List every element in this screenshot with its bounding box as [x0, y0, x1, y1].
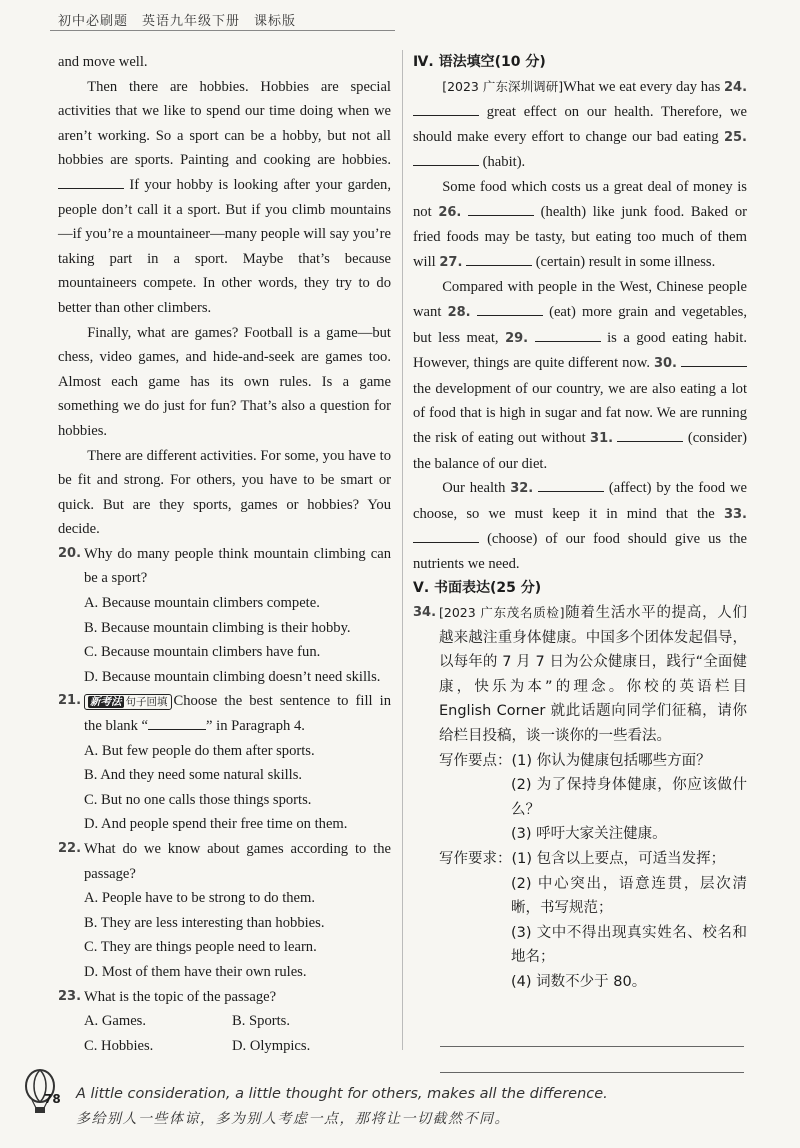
paragraph-hobbies: Then there are hobbies. Hobbies are special activities that we like to spend our time doing when we aren’t working. So a sport can be a hobby, but not all hobbies are sports. Painting and cooking are hobbies. If your hobby is looking after your garden, people don’t call it a sport. But if you climb mountains—if you’re a mountaineer—many people will say you’re taking part in a sport. Maybe that’s because mountaineers compete. In other words, they try to do better than other climbers. — [58, 78, 391, 316]
footer-quote-chinese: 多给别人一些体谅，多为别人考虑一点，那将让一切截然不同。 — [76, 1111, 510, 1127]
options-23-row2 — [58, 1034, 391, 1059]
question-22: 22. What do we know about games according to the passage? — [58, 841, 391, 882]
section-writing-title: Ⅴ. 书面表达(25 分) — [413, 580, 542, 597]
running-header: 初中必刷题 英语九年级下册 课标版 — [58, 14, 297, 29]
source-label-34: [2023 广东茂名质检] — [439, 605, 565, 621]
blank-26[interactable] — [468, 201, 534, 216]
balloon-icon — [18, 1068, 64, 1114]
option-21c: C. But no one calls those things sports. — [84, 791, 312, 808]
writing-points: 写作要点：(1) 你认为健康包括哪些方面？ (2) 为了保持身体健康，你应该做什么？ (3) 呼吁大家关注健康。 — [439, 752, 747, 843]
question-21: 21. 新考法 句子回填 Choose the best sentence to fill in the blank “ ” in Paragraph 4. — [58, 693, 391, 735]
blank-32[interactable] — [538, 477, 604, 492]
writing-line-2[interactable] — [440, 1072, 744, 1073]
option-23c: C. Hobbies. — [84, 1037, 154, 1054]
blank-29[interactable] — [535, 327, 601, 342]
option-22d: D. Most of them have their own rules. — [84, 963, 307, 980]
grammar-paragraph-1: [2023 广东深圳调研]What we eat every day has 24. great effect on our health. Therefore, we should make every effort to change our bad eating 25. (habit). — [413, 78, 748, 171]
section-grammar-title: Ⅳ. 语法填空(10 分) — [413, 54, 546, 70]
paragraph-tail: and move well. — [58, 54, 148, 70]
writing-line-1[interactable] — [440, 1046, 744, 1047]
options-23-row1 — [58, 1009, 391, 1034]
writing-requirements: 写作要求：(1) 包含以上要点，可适当发挥； (2) 中心突出，语意连贯，层次清晰，书写规范； (3) 文中不得出现真实姓名、校名和地名； (4) 词数不少于 80。 — [439, 851, 747, 990]
option-22c: C. They are things people need to learn. — [84, 939, 317, 956]
option-23d: D. Olympics. — [232, 1037, 311, 1054]
option-20b: B. Because mountain climbing is their hobby. — [84, 619, 351, 636]
grammar-paragraph-4: Our health 32. (affect) by the food we choose, so we must keep it in mind that the 33. (choose) of our food should give us the nutrients we need. — [413, 476, 747, 576]
grammar-paragraph-3: Compared with people in the West, Chinese people want 28. (eat) more grain and vegetables, but less meat, 29. is a good eating habit. However, things are quite different now. 30. the development of our country, we are also eating a lot of food that is high in sugar and fat now. We are running the risk of eating out without 31. (consider) the balance of our diet. — [413, 279, 748, 472]
option-21b: B. And they need some natural skills. — [84, 767, 303, 784]
answer-blank-paragraph[interactable] — [58, 174, 124, 189]
blank-25[interactable] — [413, 151, 479, 166]
option-21d: D. And people spend their free time on them. — [84, 816, 348, 833]
blank-28[interactable] — [477, 301, 543, 316]
option-21a: A. But few people do them after sports. — [84, 742, 315, 759]
option-22a: A. People have to be strong to do them. — [84, 890, 316, 907]
grammar-paragraph-2: Some food which costs us a great deal of money is not 26. (health) like junk food. Baked or fried foods may be tasty, but eating too much of them will 27. (certain) result in some illness. — [413, 178, 748, 270]
option-23b: B. Sports. — [232, 1013, 290, 1030]
right-column — [413, 50, 747, 995]
column-divider — [402, 50, 403, 1050]
footer-quote-english: A little consideration, a little thought for others, makes all the difference. — [76, 1086, 608, 1102]
question-34: 34. [2023 广东茂名质检]随着生活水平的提高，人们越来越注重身体健康。中国多个团体发起倡导，以每年的 7 月 7 日为公众健康日，践行“全面健康，快乐为本”的理念。你校的英语栏目 English Corner 就此话题向同学们征稿，请你给栏目投稿，谈一谈你的一些看法。 — [413, 605, 747, 745]
question-23: 23. What is the topic of the passage? — [58, 988, 277, 1005]
question-type-tag: 新考法 句子回填 — [84, 694, 172, 710]
option-20a: A. Because mountain climbers compete. — [84, 595, 320, 612]
option-20d: D. Because mountain climbing doesn’t need skills. — [84, 668, 381, 685]
paragraph-activities: There are different activities. For some, you have to be fit and strong. For others, you have to be smart or quick. But are they sports, games or hobbies? You decide. — [58, 447, 391, 538]
blank-24[interactable] — [413, 101, 479, 116]
blank-30[interactable] — [681, 352, 747, 367]
option-23a: A. Games. — [84, 1013, 147, 1030]
answer-blank-q21 — [148, 715, 206, 730]
blank-31[interactable] — [617, 427, 683, 442]
question-20: 20. Why do many people think mountain climbing can be a sport? — [58, 545, 391, 587]
source-label: [2023 广东深圳调研] — [442, 78, 564, 94]
blank-27[interactable] — [466, 251, 532, 266]
option-20c: C. Because mountain climbers have fun. — [84, 644, 321, 661]
page-number: 78 — [44, 1092, 61, 1106]
paragraph-games: Finally, what are games? Football is a game—but chess, video games, and hide-and-seek are games too. Almost each game has its own rules. Is a game something we do just for fun? That’s also a question for hobbies. — [58, 324, 391, 439]
left-column — [58, 50, 391, 1058]
option-22b: B. They are less interesting than hobbies. — [84, 914, 325, 931]
blank-33[interactable] — [413, 528, 479, 543]
header-rule — [50, 30, 395, 31]
